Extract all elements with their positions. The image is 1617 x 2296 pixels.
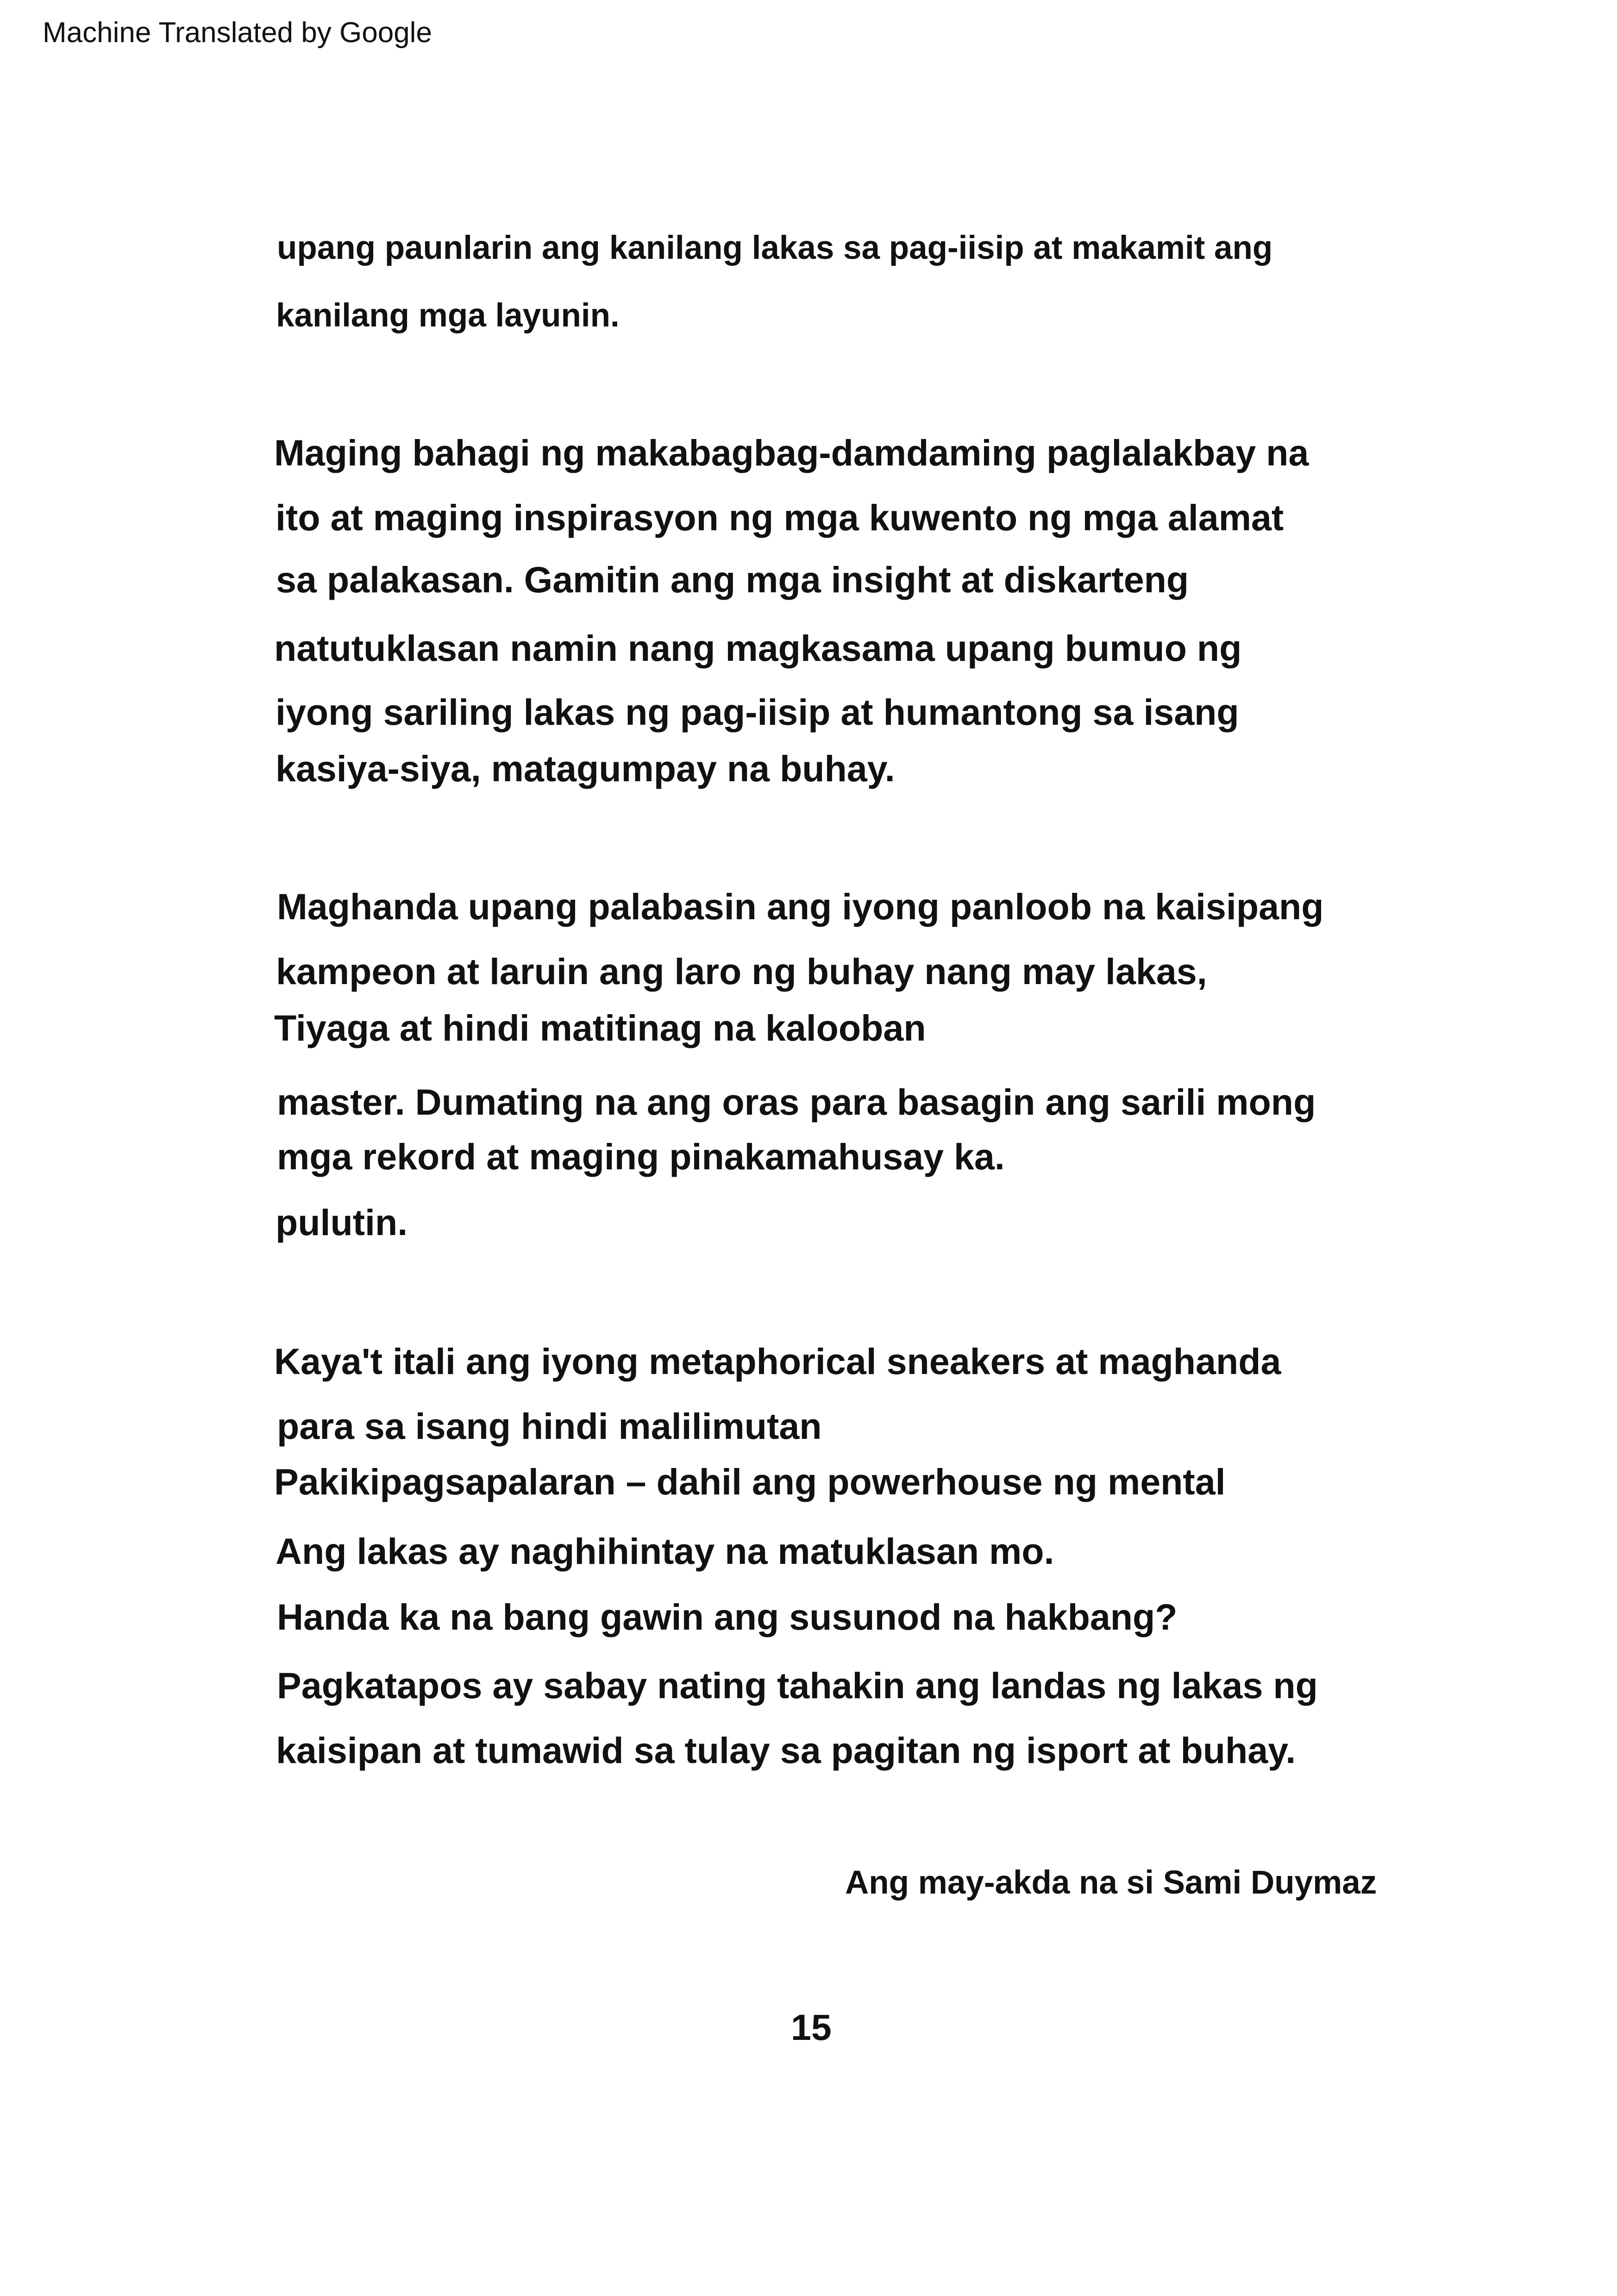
text-line: Pakikipagsapalaran – dahil ang powerhouse ng mental: [274, 1461, 1226, 1502]
text-line: kanilang mga layunin.: [276, 297, 620, 334]
text-line: para sa isang hindi malilimutan: [277, 1405, 822, 1447]
text-line: sa palakasan. Gamitin ang mga insight at diskarteng: [276, 559, 1189, 600]
author-signature-line: Ang may-akda na si Sami Duymaz: [845, 1864, 1377, 1901]
text-line: ito at maging inspirasyon ng mga kuwento ng mga alamat: [276, 497, 1284, 538]
page-number: 15: [791, 2007, 832, 2048]
text-line: Pagkatapos ay sabay nating tahakin ang landas ng lakas ng: [277, 1665, 1318, 1706]
text-line: kasiya-siya, matagumpay na buhay.: [276, 748, 895, 789]
text-line: Maghanda upang palabasin ang iyong panloob na kaisipang: [277, 886, 1324, 927]
text-line: pulutin.: [276, 1202, 408, 1243]
text-line: mga rekord at maging pinakamahusay ka.: [277, 1136, 1005, 1177]
machine-translation-note: Machine Translated by Google: [43, 17, 432, 49]
text-line: iyong sariling lakas ng pag-iisip at humantong sa isang: [276, 691, 1239, 733]
text-line: Maging bahagi ng makabagbag-damdaming paglalakbay na: [274, 432, 1309, 473]
text-line: kampeon at laruin ang laro ng buhay nang may lakas,: [276, 951, 1207, 992]
text-line: Handa ka na bang gawin ang susunod na hakbang?: [277, 1596, 1178, 1637]
text-line: Tiyaga at hindi matitinag na kalooban: [274, 1007, 926, 1048]
text-line: natutuklasan namin nang magkasama upang bumuo ng: [274, 627, 1242, 669]
text-line: kaisipan at tumawid sa tulay sa pagitan ng isport at buhay.: [276, 1730, 1296, 1771]
text-line: upang paunlarin ang kanilang lakas sa pag-iisip at makamit ang: [277, 230, 1273, 266]
text-line: Kaya't itali ang iyong metaphorical sneakers at maghanda: [274, 1341, 1281, 1382]
text-line: master. Dumating na ang oras para basagin ang sarili mong: [277, 1081, 1316, 1123]
text-line: Ang lakas ay naghihintay na matuklasan mo.: [276, 1531, 1054, 1572]
